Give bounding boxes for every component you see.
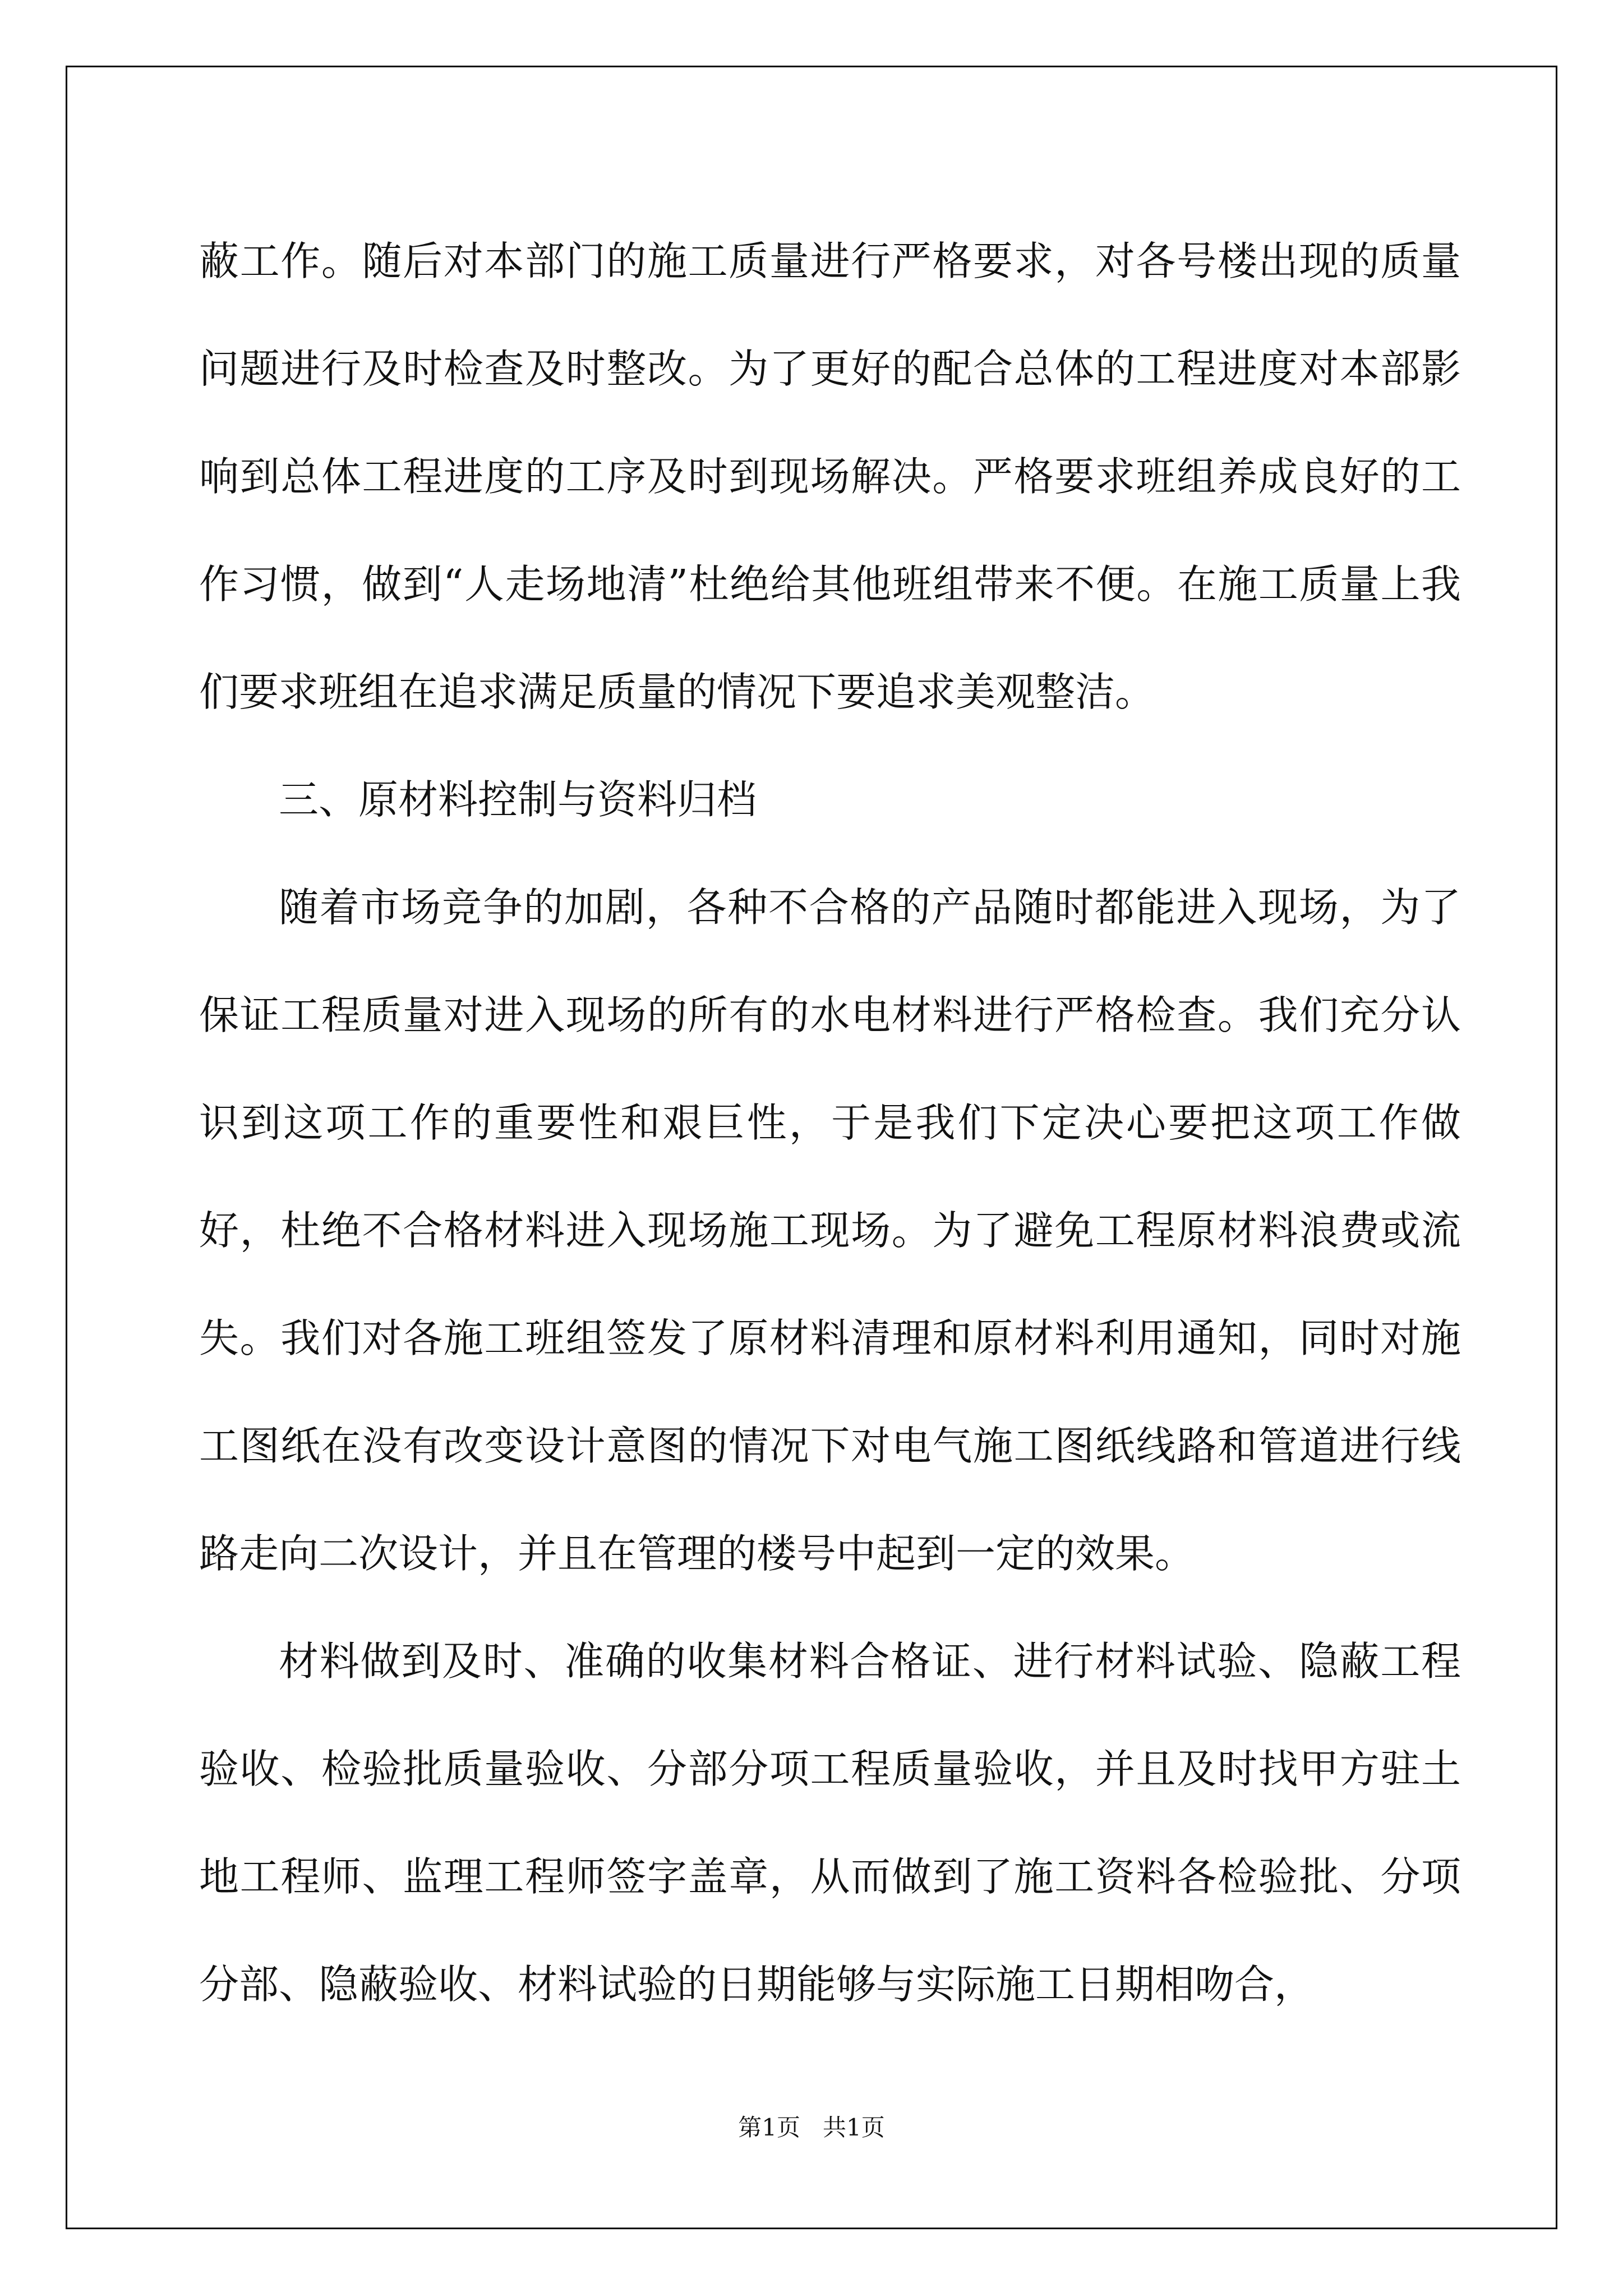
- section-heading: 三、原材料控制与资料归档: [279, 776, 757, 823]
- page-footer: 第1页 共1页: [738, 2114, 885, 2141]
- document-body: [199, 208, 1461, 2039]
- paragraph-documentation: 材料做到及时、准确的收集材料合格证、进行材料试验、隐蔽工程验收、检验批质量验收、分部分项工程质量验收，并且及时找甲方驻土地工程师、监理工程师签字盖章，从而做到了施工资料各检验批、分项分部、隐蔽验收、材料试验的日期能够与实际施工日期相吻合，: [199, 1638, 1461, 2008]
- paragraph-materials: 随着市场竞争的加剧，各种不合格的产品随时都能进入现场，为了保证工程质量对进入现场的所有的水电材料进行严格检查。我们充分认识到这项工作的重要性和艰巨性，于是我们下定决心要把这项工作做好，杜绝不合格材料进入现场施工现场。为了避免工程原材料浪费或流失。我们对各施工班组签发了原材料清理和原材料利用通知，同时对施工图纸在没有改变设计意图的情况下对电气施工图纸线路和管道进行线路走向二次设计，并且在管理的楼号中起到一定的效果。: [199, 884, 1461, 1577]
- paragraph-continuation: 蔽工作。随后对本部门的施工质量进行严格要求，对各号楼出现的质量问题进行及时检查及时整改。为了更好的配合总体的工程进度对本部影响到总体工程进度的工序及时到现场解决。严格要求班组养成良好的工作习惯，做到“人走场地清”杜绝给其他班组带来不便。在施工质量上我们要求班组在追求满足质量的情况下要追求美观整洁。: [199, 238, 1461, 715]
